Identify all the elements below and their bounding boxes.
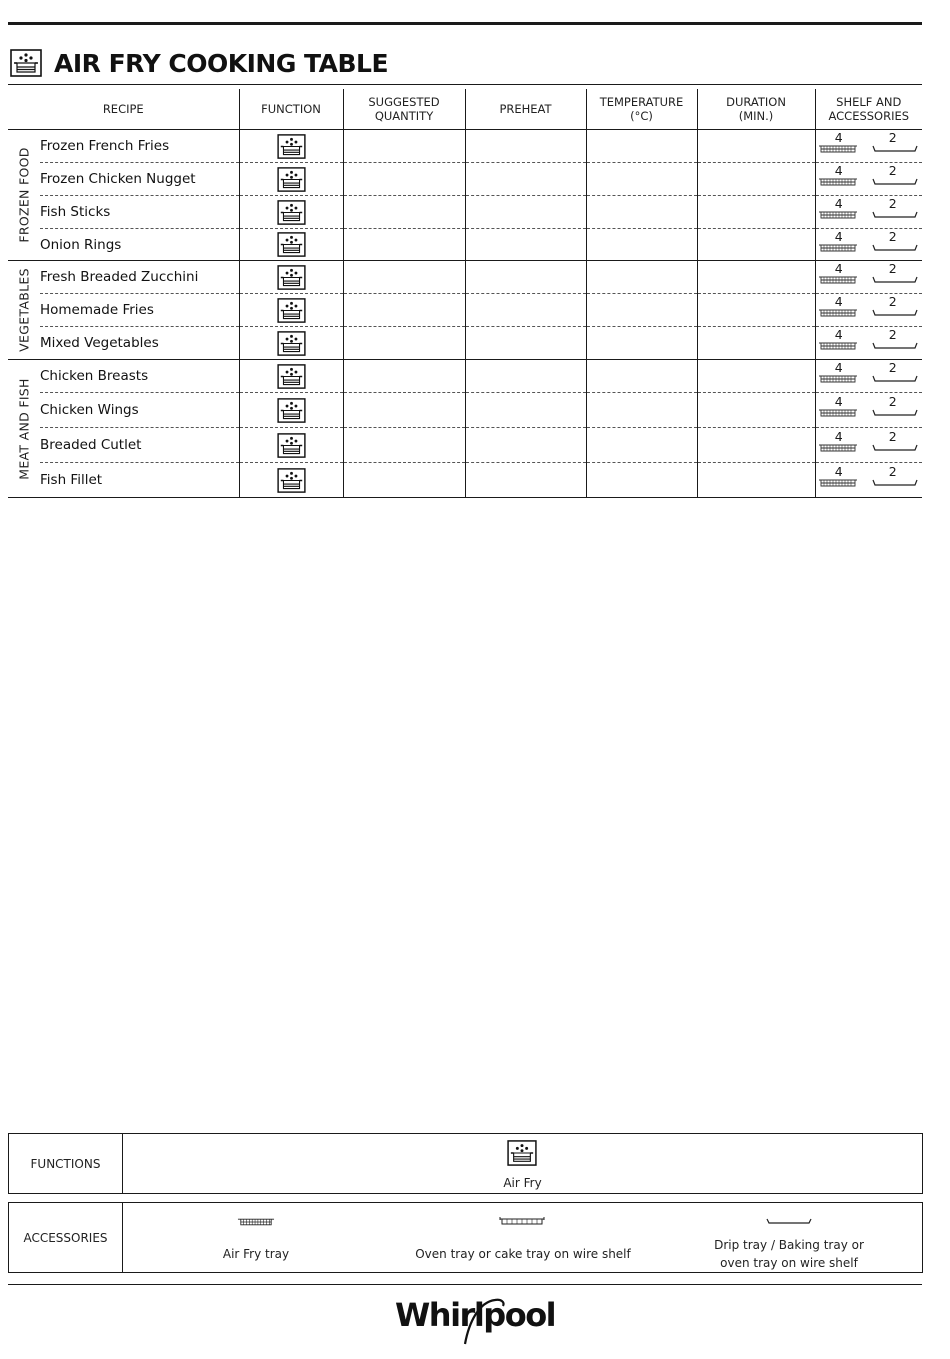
air-fry-icon [277,331,306,356]
shelf-level-drip: 2 [888,464,897,479]
shelf-level-drip: 2 [888,261,897,276]
duration-cell [697,428,815,463]
quantity-cell [343,261,465,294]
recipe-name: Frozen Chicken Nugget [40,163,239,196]
oven-tray-icon [499,1216,545,1226]
table-row [8,130,922,163]
temperature-cell [586,393,697,428]
drip-tray-icon [873,212,917,217]
preheat-cell [465,393,586,428]
air-fry-tray-icon [819,376,857,382]
shelf-accessory-icons [816,143,922,157]
function-cell [239,393,343,428]
whirlpool-logo [395,1292,556,1348]
shelf-indicator [816,230,922,260]
air-fry-tray-icon [819,245,857,251]
header-recipe: RECIPE [8,89,239,130]
shelf-level-drip: 2 [888,163,897,178]
function-cell [239,463,343,498]
air-fry-icon [277,265,306,290]
preheat-cell [465,294,586,327]
accessory-air-fry-tray: Air Fry tray [222,1247,290,1261]
table-row [8,261,922,294]
shelf-level-airfry: 4 [834,294,843,309]
table-row [8,229,922,261]
air-fry-icon [277,398,306,423]
shelf-level-drip: 2 [888,429,897,444]
title-bar [8,46,922,85]
quantity-cell [343,428,465,463]
quantity-cell [343,294,465,327]
table-row [8,163,922,196]
category-cell [8,130,40,261]
accessory-drip-tray: Drip tray / Baking tray or oven tray on wire shelf [714,1238,864,1270]
shelf-level-drip: 2 [888,130,897,145]
shelf-indicator [816,131,922,161]
shelf-level-airfry: 4 [834,196,843,211]
preheat-cell [465,327,586,360]
page-title: AIR FRY COOKING TABLE [54,49,389,78]
duration-cell [697,130,815,163]
air-fry-tray-icon [819,480,857,486]
preheat-cell [465,163,586,196]
bottom-rule [8,1284,922,1285]
shelf-accessory-icons [816,340,922,354]
air-fry-icon [507,1140,537,1166]
duration-cell [697,261,815,294]
quantity-cell [343,130,465,163]
function-cell [239,196,343,229]
air-fry-icon [277,167,306,192]
header-quantity: SUGGESTED QUANTITY [343,89,465,130]
shelf-level-airfry: 4 [834,163,843,178]
duration-cell [697,463,815,498]
drip-tray-icon [766,1217,812,1227]
shelf-level-airfry: 4 [834,429,843,444]
temperature-cell [586,294,697,327]
quantity-cell [343,393,465,428]
recipe-name: Chicken Breasts [40,360,239,393]
quantity-cell [343,196,465,229]
recipe-name: Homemade Fries [40,294,239,327]
temperature-cell [586,463,697,498]
recipe-name: Fresh Breaded Zucchini [40,261,239,294]
shelf-indicator [816,262,922,292]
shelf-cell [815,229,922,261]
recipe-name: Fish Sticks [40,196,239,229]
quantity-cell [343,360,465,393]
drip-tray-icon [873,376,917,381]
air-fry-tray-icon [819,410,857,416]
preheat-cell [465,130,586,163]
air-fry-tray-icon [819,310,857,316]
drip-tray-icon [873,245,917,250]
accessories-label: ACCESSORIES [9,1203,123,1273]
table-row [8,360,922,393]
shelf-level-drip: 2 [888,196,897,211]
accessories-cell [123,1203,923,1273]
drip-tray-icon [873,146,917,151]
functions-label: FUNCTIONS [9,1134,123,1194]
temperature-cell [586,196,697,229]
table-row [8,294,922,327]
shelf-level-airfry: 4 [834,360,843,375]
temperature-cell [586,428,697,463]
top-rule [8,22,922,25]
shelf-indicator [816,164,922,194]
shelf-level-airfry: 4 [834,394,843,409]
recipe-name: Mixed Vegetables [40,327,239,360]
duration-cell [697,294,815,327]
duration-cell [697,360,815,393]
functions-cell [123,1134,923,1194]
function-cell [239,428,343,463]
table-row [8,393,922,428]
accessories-legend [8,1202,923,1273]
duration-cell [697,327,815,360]
shelf-level-drip: 2 [888,327,897,342]
function-name-air-fry: Air Fry [503,1176,542,1190]
air-fry-icon [277,134,306,159]
air-fry-icon [277,468,306,493]
shelf-accessory-icons [816,442,922,456]
shelf-indicator [816,197,922,227]
category-label: MEAT AND FISH [16,377,32,480]
shelf-accessory-icons [816,209,922,223]
drip-tray-icon [873,445,917,450]
shelf-cell [815,196,922,229]
category-cell [8,360,40,498]
air-fry-icon [10,49,42,77]
drip-tray-icon [873,277,917,282]
preheat-cell [465,463,586,498]
temperature-cell [586,261,697,294]
shelf-level-airfry: 4 [834,261,843,276]
air-fry-tray-icon [819,445,857,451]
recipe-name: Chicken Wings [40,393,239,428]
shelf-cell [815,294,922,327]
shelf-level-airfry: 4 [834,327,843,342]
duration-cell [697,229,815,261]
shelf-indicator [816,430,922,460]
drip-tray-icon [873,410,917,415]
header-duration: DURATION (MIN.) [697,89,815,130]
air-fry-icon [277,364,306,389]
preheat-cell [465,261,586,294]
quantity-cell [343,327,465,360]
shelf-accessory-icons [816,242,922,256]
shelf-indicator [816,328,922,358]
air-fry-tray-icon [819,179,857,185]
drip-tray-icon [873,310,917,315]
table-row [8,327,922,360]
shelf-indicator [816,361,922,391]
duration-cell [697,393,815,428]
air-fry-tray-icon [819,146,857,152]
logo-swoosh-icon [395,1292,540,1348]
preheat-cell [465,428,586,463]
shelf-accessory-icons [816,307,922,321]
duration-cell [697,196,815,229]
header-preheat: PREHEAT [465,89,586,130]
shelf-cell [815,463,922,498]
shelf-accessory-icons [816,373,922,387]
shelf-level-drip: 2 [888,228,897,244]
preheat-cell [465,360,586,393]
shelf-level-airfry: 4 [834,130,843,145]
shelf-cell [815,163,922,196]
function-cell [239,163,343,196]
recipe-name: Fish Fillet [40,463,239,498]
cooking-table [8,89,922,498]
function-cell [239,130,343,163]
shelf-accessory-icons [816,407,922,421]
category-label: FROZEN FOOD [16,147,32,243]
air-fry-tray-icon [819,212,857,218]
table-header-row [8,89,922,130]
header-function: FUNCTION [239,89,343,130]
accessory-oven-tray: Oven tray or cake tray on wire shelf [415,1247,631,1261]
air-fry-tray-icon [819,277,857,283]
shelf-cell [815,327,922,360]
preheat-cell [465,196,586,229]
recipe-name: Frozen French Fries [40,130,239,163]
shelf-cell [815,130,922,163]
temperature-cell [586,327,697,360]
shelf-indicator [816,465,922,495]
air-fry-icon [277,200,306,225]
preheat-cell [465,229,586,261]
table-row [8,463,922,498]
function-cell [239,261,343,294]
category-cell [8,261,40,360]
brand-name: Whirlpool [395,1296,556,1334]
temperature-cell [586,360,697,393]
function-cell [239,294,343,327]
air-fry-icon [277,298,306,323]
shelf-accessory-icons [816,274,922,288]
temperature-cell [586,130,697,163]
recipe-name: Onion Rings [40,229,239,261]
drip-tray-icon [873,179,917,184]
table-row [8,196,922,229]
function-cell [239,229,343,261]
shelf-level-drip: 2 [888,294,897,309]
temperature-cell [586,163,697,196]
quantity-cell [343,229,465,261]
air-fry-tray-icon [819,343,857,349]
shelf-accessory-icons [816,477,922,491]
shelf-cell [815,360,922,393]
shelf-accessory-icons [816,176,922,190]
duration-cell [697,163,815,196]
category-label: VEGETABLES [16,268,32,352]
shelf-cell [815,428,922,463]
recipe-name: Breaded Cutlet [40,428,239,463]
header-shelf: SHELF AND ACCESSORIES [815,89,922,130]
quantity-cell [343,163,465,196]
drip-tray-icon [873,480,917,485]
function-cell [239,327,343,360]
shelf-level-drip: 2 [888,394,897,409]
header-temperature: TEMPERATURE (°C) [586,89,697,130]
shelf-indicator [816,295,922,325]
quantity-cell [343,463,465,498]
function-cell [239,360,343,393]
shelf-cell [815,261,922,294]
air-fry-icon [277,433,306,458]
temperature-cell [586,229,697,261]
shelf-level-drip: 2 [888,360,897,375]
shelf-level-airfry: 4 [834,464,843,479]
shelf-level-airfry: 4 [834,228,843,244]
air-fry-icon [277,232,306,257]
table-row [8,428,922,463]
air-fry-tray-icon [237,1217,275,1227]
shelf-indicator [816,395,922,425]
functions-legend [8,1133,923,1194]
drip-tray-icon [873,343,917,348]
shelf-cell [815,393,922,428]
